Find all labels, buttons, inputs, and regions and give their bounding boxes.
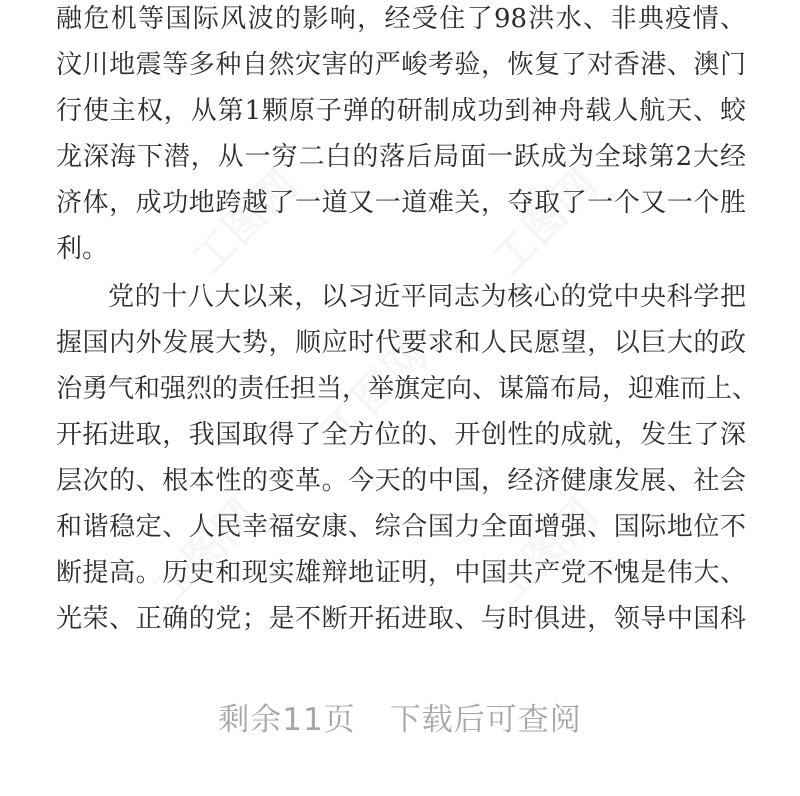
body-text-line: 融危机等国际风波的影响，经受住了98洪水、非典疫情、 — [56, 4, 746, 34]
body-text-line: 汶川地震等多种自然灾害的严峻考验，恢复了对香港、澳门 — [56, 50, 746, 80]
download-hint-label: 下载后可查阅 — [389, 702, 582, 738]
body-text-line: 济体，成功地跨越了一道又一道难关，夺取了一个又一个胜 — [56, 188, 746, 218]
body-text-line: 利。 — [56, 234, 109, 264]
paragraph-first-line: 党的十八大以来，以习近平同志为核心的党中央科学把 — [108, 282, 746, 312]
body-text-line: 断提高。历史和现实雄辩地证明，中国共产党不愧是伟大、 — [56, 558, 746, 588]
body-text-line: 行使主权，从第1颗原子弹的研制成功到神舟载人航天、蛟 — [56, 96, 746, 126]
body-text-line: 龙深海下潜，从一穷二白的落后局面一跃成为全球第2大经 — [56, 142, 746, 172]
body-text-line: 层次的、根本性的变革。今天的中国，经济健康发展、社会 — [56, 466, 746, 496]
body-text-line: 和谐稳定、人民幸福安康、综合国力全面增强、国际地位不 — [56, 512, 746, 542]
body-text-line: 光荣、正确的党；是不断开拓进取、与时俱进，领导中国科 — [56, 604, 746, 634]
remaining-pages-label: 剩余11页 — [218, 702, 356, 738]
body-text-line: 握国内外发展大势，顺应时代要求和人民愿望，以巨大的政 — [56, 328, 746, 358]
body-text-line: 开拓进取，我国取得了全方位的、开创性的成就，发生了深 — [56, 420, 746, 450]
body-text-line: 治勇气和强烈的责任担当，举旗定向、谋篇布局，迎难而上、 — [56, 374, 759, 404]
read-more-banner[interactable] — [0, 690, 800, 750]
